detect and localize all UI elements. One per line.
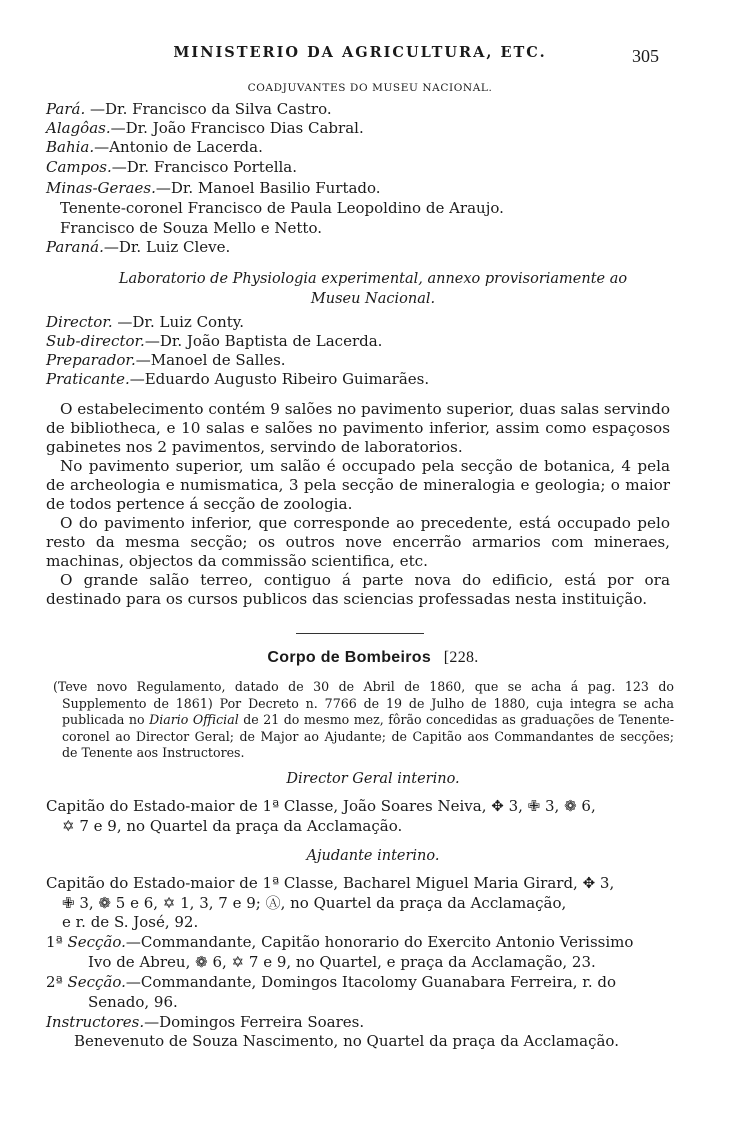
seccao-1-entry	[46, 933, 633, 951]
entry-text: —Dr. Francisco da Silva Castro.	[85, 100, 332, 118]
entry-text: —Dr. Luiz Conty.	[112, 313, 245, 331]
coadjuvante-entry	[46, 138, 263, 156]
note-italic-text: Diario Official	[149, 712, 239, 727]
paragraph-text: O grande salão terreo, contiguo á parte nova do edificio, está por ora destinado para os cursos publicos das sciencias professadas nesta instituição.	[46, 571, 670, 608]
entry-text: —Dr. João Baptista de Lacerda.	[144, 332, 383, 350]
entry-label: Preparador.	[46, 351, 136, 369]
seccao-ordinal: 1ª	[46, 933, 63, 951]
note-text: de 21 do mesmo mez, fôrão concedidas as graduações de Tenente-coronel ao Director Geral; de Major ao Ajudante; de Capitão aos Commandantes de secções; de Tenente aos Instructores.	[62, 712, 674, 760]
seccao-ordinal: 2ª	[46, 973, 63, 991]
entry-label: Director.	[46, 313, 113, 331]
instructores-entry-cont: Benevenuto de Souza Nascimento, no Quartel da praça da Acclamação.	[74, 1032, 619, 1050]
entry-label: Alagôas.	[46, 119, 111, 137]
body-paragraph	[46, 571, 670, 609]
note-text: (Teve novo Regulamento, datado de 30 de Abril de 1860, que se acha á pag. 123 do Supplemento de 1861) Por Decreto n. 7766 de 19 de Julho de 1880, cuja integra se acha publicada no	[53, 679, 674, 727]
entry-label: Sub-director.	[46, 332, 145, 350]
body-paragraph	[46, 457, 670, 514]
bombeiros-ref: [228.	[443, 649, 479, 666]
bombeiros-note	[46, 679, 674, 762]
laboratorio-staff-entry	[46, 351, 286, 369]
coadjuvante-entry	[60, 219, 322, 237]
ajudante-heading: Ajudante interino.	[306, 848, 440, 864]
entry-label: Bahia.	[46, 138, 95, 156]
entry-text: Francisco de Souza Mello e Netto.	[60, 219, 322, 237]
entry-label: Campos.	[46, 158, 112, 176]
coadjuvante-entry	[60, 199, 504, 217]
director-entry-line: Capitão do Estado-maior de 1ª Classe, João Soares Neiva, ✥ 3, ✙ 3, ❁ 6,	[46, 797, 596, 815]
body-paragraph	[46, 514, 670, 571]
entry-text: —Antonio de Lacerda.	[94, 138, 263, 156]
entry-label: Pará.	[46, 100, 86, 118]
laboratorio-staff-entry	[46, 332, 382, 350]
entry-text: Tenente-coronel Francisco de Paula Leopoldino de Araujo.	[60, 199, 504, 217]
director-heading: Director Geral interino.	[286, 771, 460, 787]
paragraph-text: O estabelecimento contém 9 salões no pavimento superior, duas salas servindo de bibliotheca, e 10 salas e salões no pavimento inferior, assim como espaçosos gabinetes nos 2 pavimentos, servindo de laboratorios.	[46, 400, 670, 456]
entry-label: Paraná.	[46, 238, 104, 256]
instructores-entry	[46, 1013, 364, 1031]
seccao-label: Secção.	[67, 933, 126, 951]
entry-text: —Dr. Francisco Portella.	[111, 158, 298, 176]
coadjuvante-entry	[46, 119, 364, 137]
entry-label: Minas-Geraes.	[46, 179, 156, 197]
section-divider	[296, 633, 424, 634]
section-heading: COADJUVANTES DO MUSEU NACIONAL.	[247, 82, 493, 94]
instructores-label: Instructores.	[46, 1013, 145, 1031]
bombeiros-title-text: Corpo de Bombeiros	[267, 649, 432, 666]
seccao-1-entry-cont: Ivo de Abreu, ❁ 6, ✡ 7 e 9, no Quartel, e praça da Acclamação, 23.	[88, 953, 596, 971]
entry-text: —Dr. Manoel Basilio Furtado.	[155, 179, 381, 197]
laboratorio-title-line2: Museu Nacional.	[310, 291, 436, 307]
coadjuvante-entry	[46, 179, 381, 197]
entry-label: Praticante.	[46, 370, 130, 388]
entry-text: —Dr. João Francisco Dias Cabral.	[110, 119, 364, 137]
coadjuvante-entry	[46, 158, 297, 176]
ajudante-entry-line: e r. de S. José, 92.	[62, 913, 199, 931]
seccao-2-entry	[46, 973, 616, 991]
running-title: MINISTERIO DA AGRICULTURA, ETC.	[173, 44, 547, 61]
seccao-label: Secção.	[67, 973, 126, 991]
body-paragraph	[46, 400, 670, 457]
bombeiros-title	[0, 649, 746, 667]
paragraph-text: No pavimento superior, um salão é occupado pela secção de botanica, 4 pela de archeologia e numismatica, 3 pela secção de mineralogia e geologia; o maior de todos pertence á secção de zoologia.	[46, 457, 670, 513]
ajudante-entry-line: Capitão do Estado-maior de 1ª Classe, Bacharel Miguel Maria Girard, ✥ 3,	[46, 874, 615, 892]
instructores-text: —Domingos Ferreira Soares.	[144, 1013, 365, 1031]
seccao-text: —Commandante, Domingos Itacolomy Guanabara Ferreira, r. do	[125, 973, 616, 991]
director-entry-line: ✡ 7 e 9, no Quartel da praça da Acclamação.	[62, 817, 403, 835]
coadjuvante-entry	[46, 100, 332, 118]
entry-text: —Manoel de Salles.	[135, 351, 286, 369]
laboratorio-title-line1: Laboratorio de Physiologia experimental, annexo provisoriamente ao	[118, 271, 628, 287]
seccao-text: —Commandante, Capitão honorario do Exercito Antonio Verissimo	[125, 933, 634, 951]
laboratorio-staff-entry	[46, 370, 429, 388]
page-number: 305	[632, 46, 659, 66]
entry-text: —Eduardo Augusto Ribeiro Guimarães.	[129, 370, 430, 388]
coadjuvante-entry	[46, 238, 230, 256]
entry-text: —Dr. Luiz Cleve.	[103, 238, 231, 256]
paragraph-text: O do pavimento inferior, que corresponde ao precedente, está occupado pelo resto da mesma secção; os outros nove encerrão armarios com mineraes, machinas, objectos da commissão scientifica, etc.	[46, 514, 670, 570]
laboratorio-staff-entry	[46, 313, 244, 331]
ajudante-entry-line: ✙ 3, ❁ 5 e 6, ✡ 1, 3, 7 e 9; Ⓐ, no Quartel da praça da Acclamação,	[62, 894, 567, 912]
seccao-2-entry-cont: Senado, 96.	[88, 993, 178, 1011]
